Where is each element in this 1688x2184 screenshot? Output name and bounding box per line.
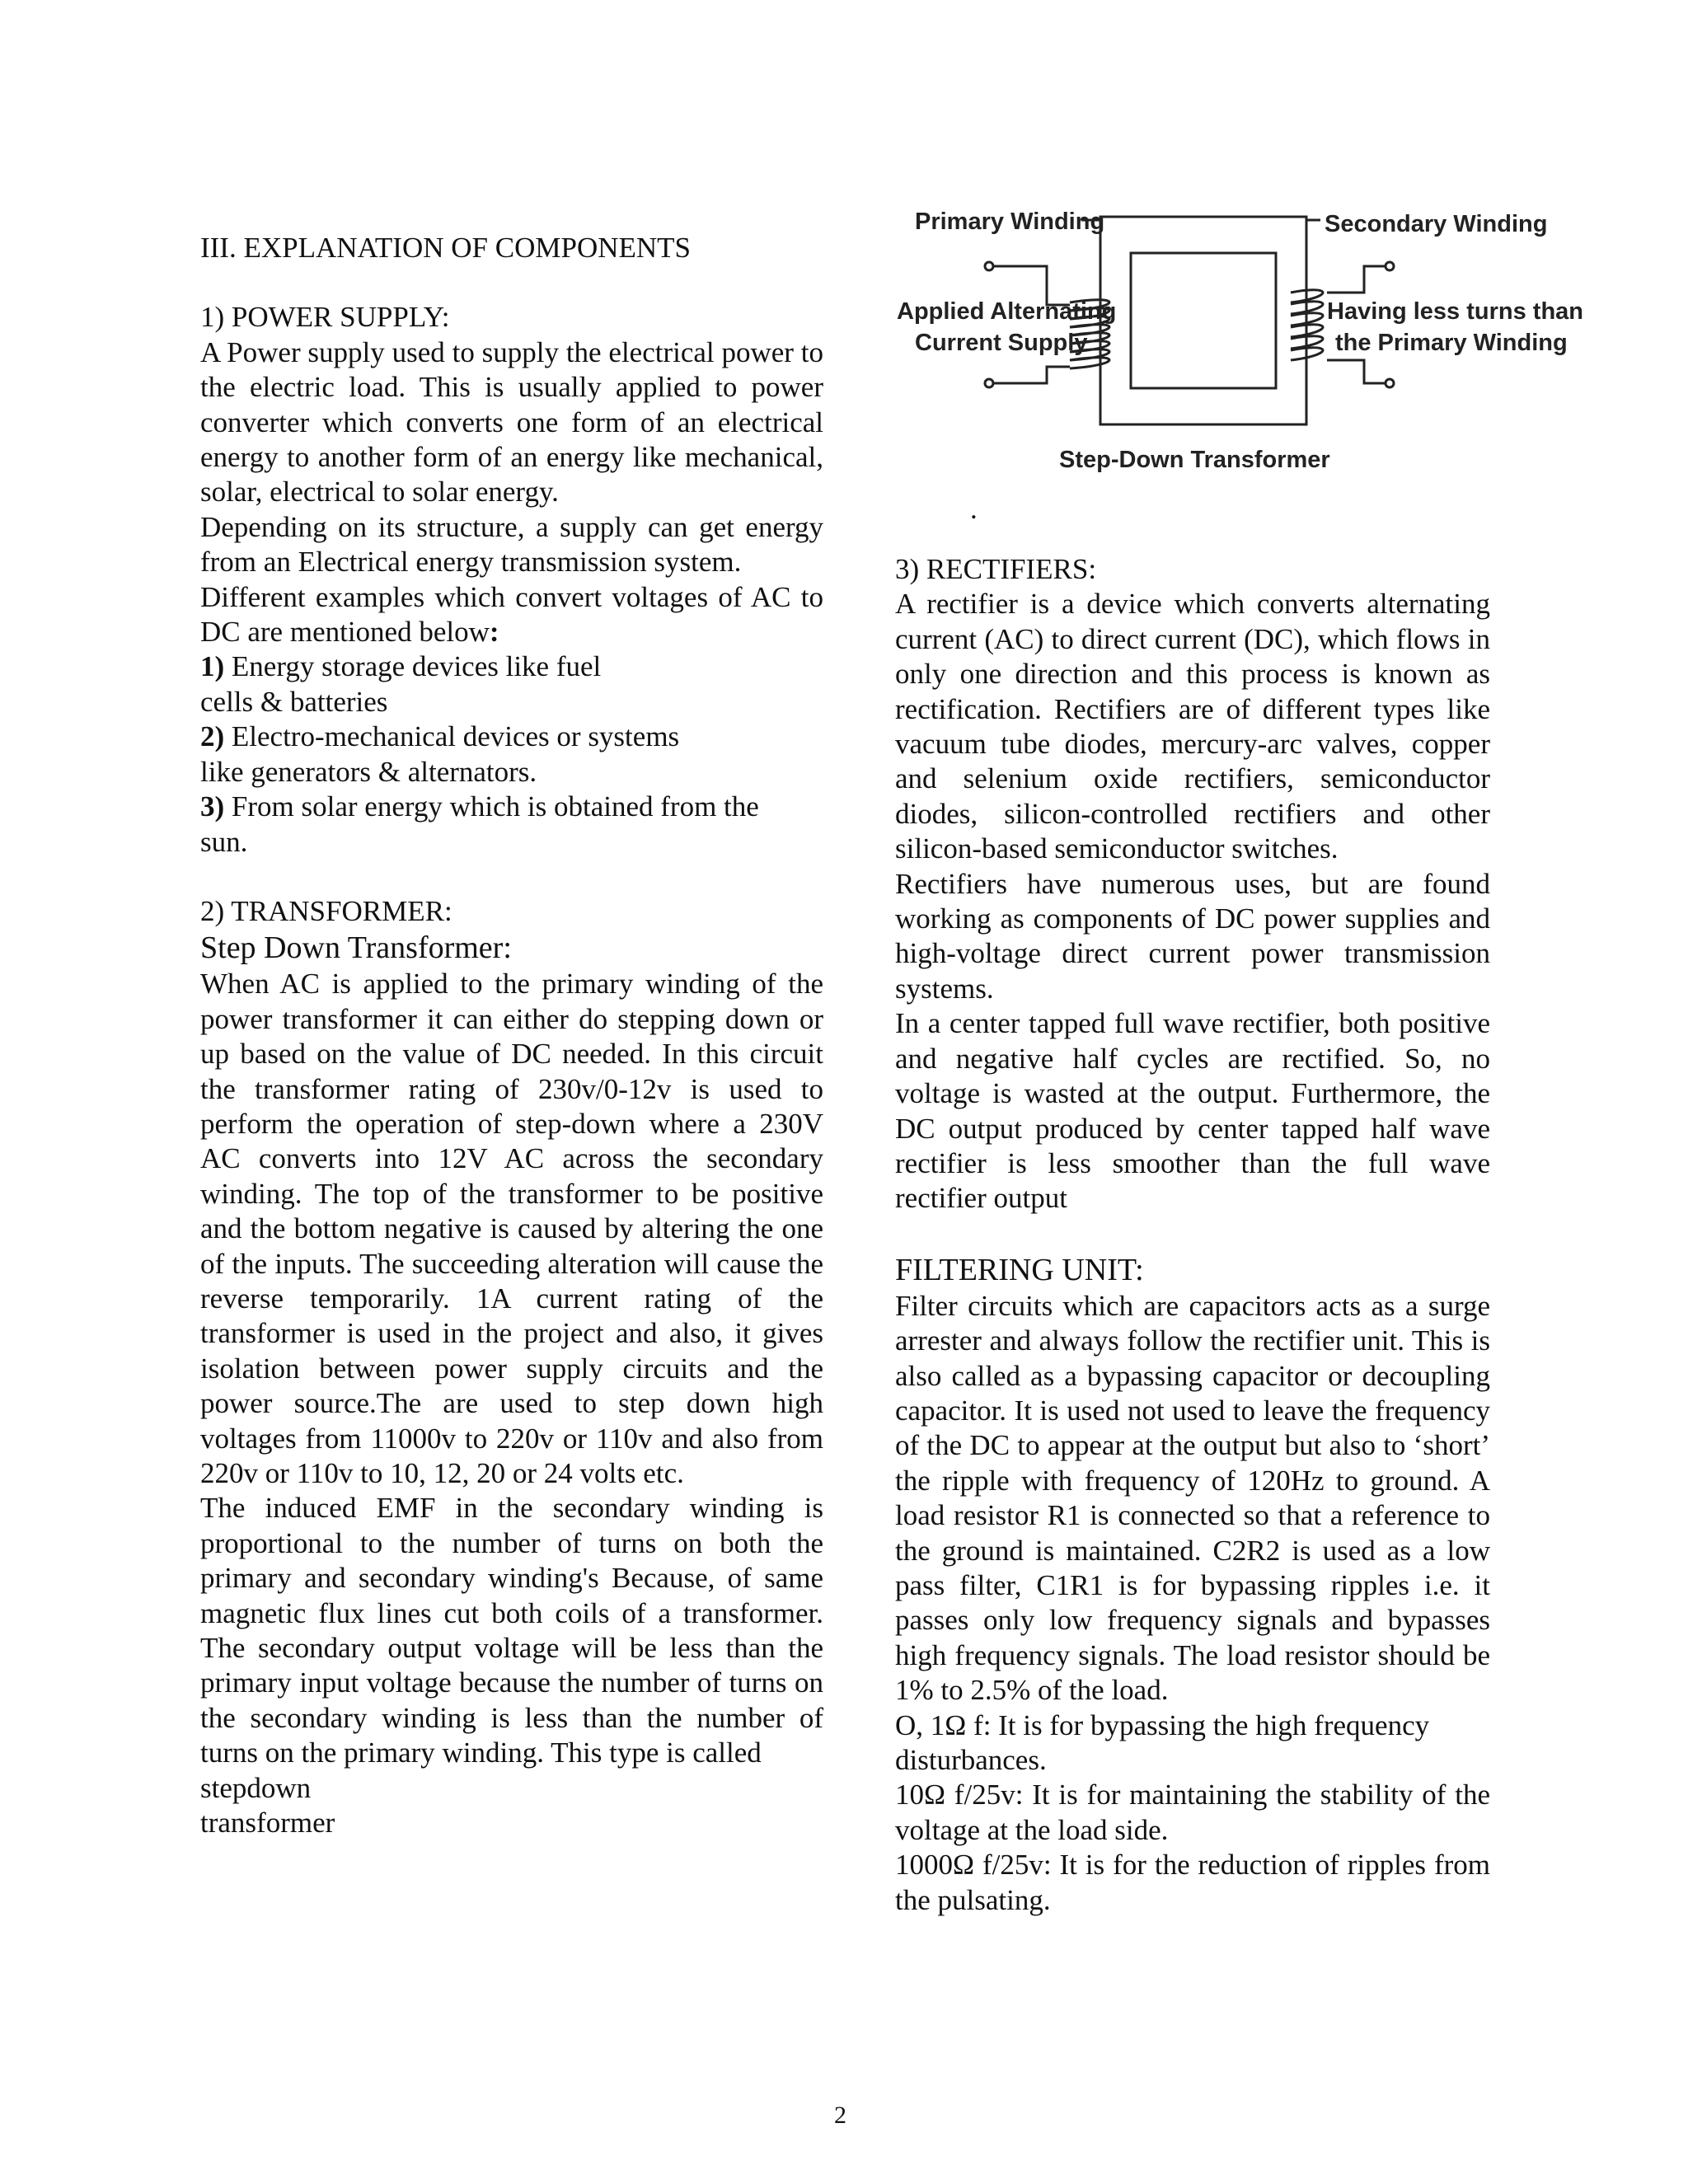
applied-label-line-2: Current Supply	[915, 330, 1088, 356]
filtering-para-4: 1000Ω f/25v: It is for the reduction of ripples from the pulsating.	[895, 1849, 1490, 1916]
secondary-lead-bottom	[1327, 360, 1386, 383]
list-item-text: sun.	[200, 825, 248, 858]
primary-lead-bottom	[992, 367, 1070, 383]
transformer-core-inner	[1131, 253, 1276, 388]
rectifiers-para-3: In a center tapped full wave rectifier, both positive and negative half cycles are rectified. So, no voltage is wasted at the output. Furthermore, the DC output produced by center tapped half wave rectifier is less smoother than the full wave rectifier output	[895, 1007, 1490, 1215]
list-item-text: From solar energy which is obtained from the	[224, 790, 759, 823]
power-supply-heading: 1) POWER SUPPLY:	[200, 301, 450, 334]
rectifiers-heading: 3) RECTIFIERS:	[895, 553, 1097, 585]
transformer-para-1: When AC is applied to the primary winding of the power transformer it can either do stepping down or up based on the value of DC needed. In this circuit the transformer rating of 230v/0-12v is used to perform the operation of step-down where a 230V AC converts into 12V AC across the secondary winding. The top of the transformer to be positive and the bottom negative is caused by altering the one of the inputs. The succeeding alteration will cause the reverse temporarily. 1A current rating of the transformer is used in the project and also, it gives isolation between power supply circuits and the power source.The are used to step down high voltages from 11000v to 220v or 110v and also from 220v or 110v to 10, 12, 20 or 24 volts etc.	[200, 968, 823, 1489]
transformer-heading: 2) TRANSFORMER:	[200, 894, 452, 927]
section-title: III. EXPLANATION OF COMPONENTS	[200, 232, 691, 264]
transformer-para-2-line-b: transformer	[200, 1807, 335, 1840]
right-column	[895, 552, 1490, 1918]
having-label-line-2: the Primary Winding	[1335, 330, 1568, 356]
list-item-number: 1)	[200, 650, 225, 683]
step-down-subheading: Step Down Transformer:	[200, 930, 512, 966]
transformer-para-2: The induced EMF in the secondary winding is proportional to the number of turns on both the primary and secondary winding's Because, of same magnetic flux lines cut both coils of a transformer. The secondary output voltage will be less than the primary input voltage because the number of turns on the secondary winding is less than the number of turns on the primary winding. This type is called	[200, 1492, 823, 1769]
filtering-para-1: Filter circuits which are capacitors acts as a surge arrester and always follow the rectifier unit. This is also called as a bypassing capacitor or decoupling capacitor. It is used not used to leave the frequency of the DC to appear at the output but also to ‘short’ the ripple with frequency of 120Hz to ground. A load resistor R1 is connected so that a reference to the ground is maintained. C2R2 is used as a low pass filter, C1R1 is for bypassing ripples i.e. it passes only low frequency signals and bypasses high frequency signals. The load resistor should be 1% to 2.5% of the load.	[895, 1289, 1490, 1707]
filtering-para-3: 10Ω f/25v: It is for maintaining the stability of the voltage at the load side.	[895, 1779, 1490, 1846]
having-label-line-1: Having less turns than	[1327, 298, 1584, 325]
list-item-text: Electro-mechanical devices or systems	[224, 720, 680, 753]
list-item-text: like generators & alternators.	[200, 755, 537, 788]
power-supply-para-1: A Power supply used to supply the electrical power to the electric load. This is usually applied to power converter which converts one form of an electrical energy to another form of an energy like mechanical, solar, electrical to solar energy.	[200, 335, 823, 509]
step-down-transformer-diagram	[890, 202, 1584, 486]
primary-terminal-top	[985, 262, 993, 270]
power-supply-para-3-colon: :	[489, 616, 499, 649]
left-column	[200, 231, 823, 1840]
primary-winding-label: Primary Winding	[915, 209, 1105, 235]
rectifiers-para-1: A rectifier is a device which converts alternating current (AC) to direct current (DC), which flows in only one direction and this process is known as rectification. Rectifiers are of different types like vacuum tube diodes, mercury-arc valves, copper and selenium oxide rectifiers, semiconductor diodes, silicon-controlled rectifiers and other silicon-based semiconductor switches.	[895, 588, 1490, 865]
secondary-winding-label: Secondary Winding	[1325, 211, 1548, 237]
power-supply-para-2: Depending on its structure, a supply can get energy from an Electrical energy transmission system.	[200, 510, 823, 579]
secondary-lead-top	[1327, 266, 1386, 293]
list-item-text: Energy storage devices like fuel	[224, 650, 602, 683]
list-item-number: 3)	[200, 790, 225, 823]
stray-dot: .	[970, 493, 978, 525]
transformer-para-2-end	[200, 1771, 823, 1841]
primary-terminal-bottom	[985, 379, 993, 387]
applied-label-line-1: Applied Alternating	[897, 298, 1117, 325]
rectifiers-para-2: Rectifiers have numerous uses, but are found working as components of DC power supplies and high-voltage direct current power transmission systems.	[895, 867, 1490, 1005]
secondary-terminal-bottom	[1386, 379, 1394, 387]
list-item	[200, 719, 823, 790]
list-item	[200, 790, 823, 860]
list-item-text: cells & batteries	[200, 685, 388, 718]
power-supply-para-3-text: Different examples which convert voltages of AC to DC are mentioned below	[200, 580, 823, 649]
page-number: 2	[834, 2102, 846, 2129]
transformer-para-2-line-a: stepdown	[200, 1771, 312, 1804]
filtering-para-2: O, 1Ω f: It is for bypassing the high frequency disturbances.	[895, 1708, 1430, 1776]
diagram-caption: Step-Down Transformer	[1059, 447, 1330, 473]
secondary-terminal-top	[1386, 262, 1394, 270]
filtering-heading: FILTERING UNIT:	[895, 1252, 1144, 1287]
list-item-number: 2)	[200, 720, 225, 753]
power-supply-para-3	[200, 580, 823, 650]
list-item	[200, 649, 823, 719]
